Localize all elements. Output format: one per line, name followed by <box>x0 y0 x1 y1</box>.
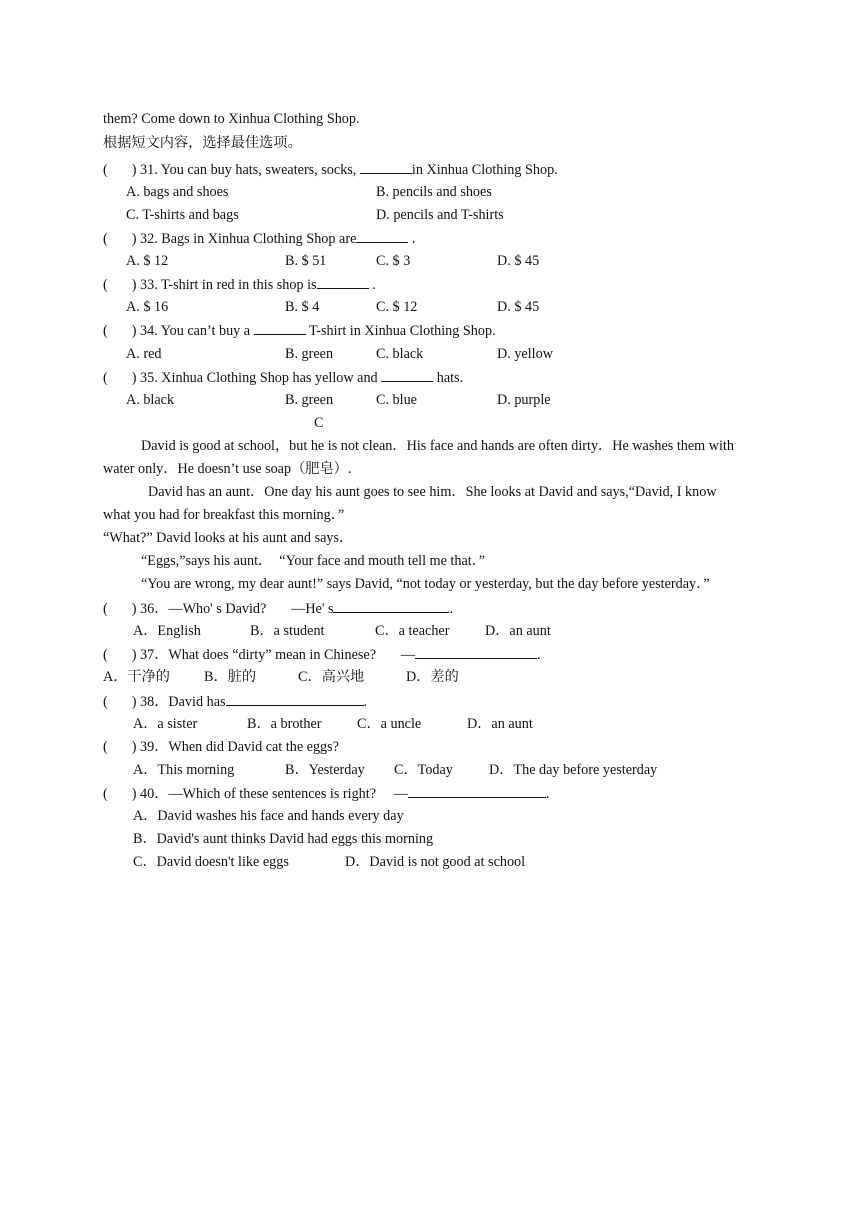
option-36d: D．an aunt <box>485 623 551 639</box>
option-38d: D．an aunt <box>467 716 533 732</box>
option-39b: B．Yesterday <box>285 762 365 778</box>
question-31: ( ) 31. You can buy hats, sweaters, socks, in Xinhua Clothing Shop. <box>103 162 558 178</box>
option-34a: A. red <box>126 346 162 362</box>
instruction: 根据短文内容，选择最佳选项。 <box>103 135 302 151</box>
answer-blank <box>415 645 537 659</box>
option-34d: D. yellow <box>497 346 553 362</box>
option-33b: B. $ 4 <box>285 299 320 315</box>
passage-c-paragraph-5: “You are wrong, my dear aunt!” says David, “not today or yesterday, but the day before yesterday．” <box>141 576 710 592</box>
question-39: ( ) 39．When did David cat the eggs? <box>103 739 339 755</box>
option-36c: C．a teacher <box>375 623 450 639</box>
option-38c: C．a uncle <box>357 716 422 732</box>
option-32a: A. $ 12 <box>126 253 169 269</box>
option-33d: D. $ 45 <box>497 299 540 315</box>
answer-blank <box>356 229 408 243</box>
option-37a: A．干净的 <box>103 669 170 685</box>
option-31c: C. T-shirts and bags <box>126 207 239 223</box>
passage-c-paragraph-2-line-1: David has an aunt．One day his aunt goes to see him．She looks at David and says,“David, I know <box>148 484 717 500</box>
answer-blank <box>226 692 364 706</box>
answer-blank <box>408 784 546 798</box>
passage-b-last-line: them? Come down to Xinhua Clothing Shop. <box>103 111 360 127</box>
question-34: ( ) 34. You can’t buy a T-shirt in Xinhua Clothing Shop. <box>103 323 496 339</box>
option-31a: A. bags and shoes <box>126 184 229 200</box>
section-heading-c: C <box>314 415 324 431</box>
option-37c: C．高兴地 <box>298 669 365 685</box>
option-33a: A. $ 16 <box>126 299 169 315</box>
option-39a: A．This morning <box>133 762 235 778</box>
answer-blank <box>333 599 449 613</box>
option-33c: C. $ 12 <box>376 299 418 315</box>
passage-c-paragraph-4: “Eggs,”says his aunt． “Your face and mouth tell me that．” <box>141 553 486 569</box>
option-32c: C. $ 3 <box>376 253 411 269</box>
option-38a: A．a sister <box>133 716 198 732</box>
option-39d: D．The day before yesterday <box>489 762 658 778</box>
question-37: ( ) 37．What does “dirty” mean in Chinese? — . <box>103 647 541 663</box>
option-39c: C．Today <box>394 762 453 778</box>
option-35c: C. blue <box>376 392 417 408</box>
option-34c: C. black <box>376 346 424 362</box>
question-33: ( ) 33. T-shirt in red in this shop is . <box>103 277 376 293</box>
passage-c-paragraph-3: “What?” David looks at his aunt and says． <box>103 530 354 546</box>
passage-c-paragraph-2-line-2: what you had for breakfast this morning．” <box>103 507 345 523</box>
option-37d: D．差的 <box>406 669 459 685</box>
passage-c-paragraph-1-line-1: David is good at school，but he is not clean．His face and hands are often dirty．He washes them with <box>141 438 734 454</box>
option-35b: B. green <box>285 392 334 408</box>
answer-blank <box>381 368 433 382</box>
option-32b: B. $ 51 <box>285 253 327 269</box>
answer-blank <box>360 160 412 174</box>
option-40b: B．David's aunt thinks David had eggs this morning <box>133 831 434 847</box>
question-38: ( ) 38．David has . <box>103 694 368 710</box>
option-31b: B. pencils and shoes <box>376 184 492 200</box>
option-36a: A．English <box>133 623 201 639</box>
passage-c-paragraph-1-line-2: water only．He doesn’t use soap（肥皂）. <box>103 461 352 477</box>
question-36: ( ) 36．—Who' s David? —He' s . <box>103 601 454 617</box>
option-37b: B．脏的 <box>204 669 257 685</box>
question-32: ( ) 32. Bags in Xinhua Clothing Shop are . <box>103 231 416 247</box>
option-40d: D．David is not good at school <box>345 854 526 870</box>
option-40c: C．David doesn't like eggs <box>133 854 289 870</box>
option-31d: D. pencils and T-shirts <box>376 207 504 223</box>
option-36b: B．a student <box>250 623 325 639</box>
option-32d: D. $ 45 <box>497 253 540 269</box>
option-38b: B．a brother <box>247 716 322 732</box>
answer-blank <box>317 275 369 289</box>
option-34b: B. green <box>285 346 334 362</box>
question-40: ( ) 40．—Which of these sentences is right? — . <box>103 786 550 802</box>
option-40a: A．David washes his face and hands every day <box>133 808 404 824</box>
option-35a: A. black <box>126 392 175 408</box>
option-35d: D. purple <box>497 392 551 408</box>
answer-blank <box>254 321 306 335</box>
question-35: ( ) 35. Xinhua Clothing Shop has yellow and hats. <box>103 370 464 386</box>
